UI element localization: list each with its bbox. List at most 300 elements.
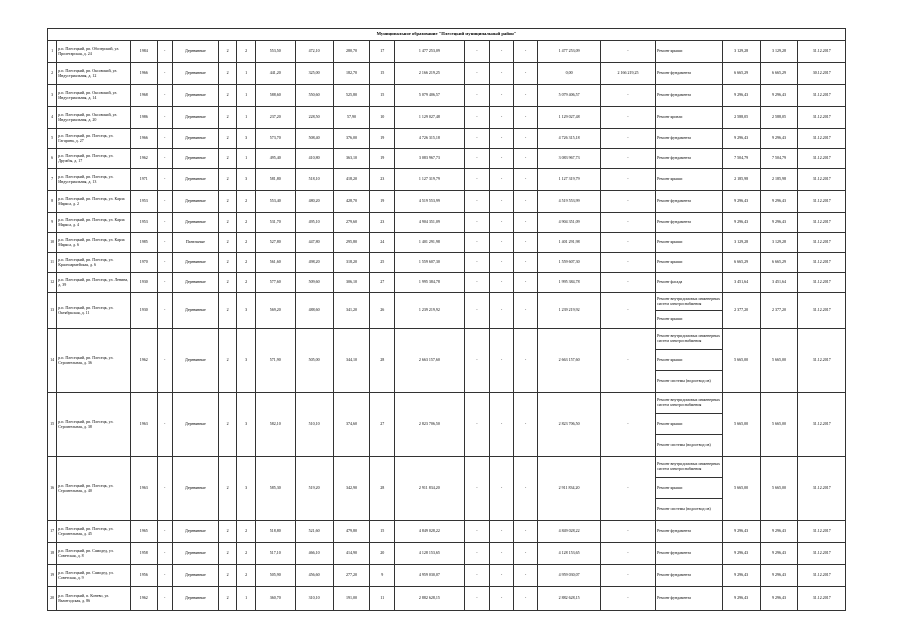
unit-price-cell: 2 588,05 (722, 107, 760, 129)
year-cell: 1930 (130, 293, 157, 329)
year-cell: 1984 (130, 41, 157, 63)
table-row (48, 41, 846, 63)
owned-area-cell: 182,70 (333, 63, 370, 85)
total-area-cell: 553,50 (255, 41, 295, 63)
year-cell: 1966 (130, 63, 157, 85)
deadline-cell: 31.12.2017 (798, 191, 846, 213)
total-cost-cell: 2 663 157,60 (395, 329, 465, 393)
unit-price-cell: 2 185,98 (722, 169, 760, 191)
address-cell: р.п. Плесецкий, рп. Плесецк, ул. Строительная, д. 36 (57, 329, 131, 393)
living-area-cell: 510,10 (295, 393, 333, 457)
living-area-cell: 519,20 (295, 457, 333, 521)
work-type-cell: Ремонт фундамента (656, 543, 723, 565)
residents-cell: 11 (370, 587, 395, 611)
owners-funds-cell: 4 849 028,22 (538, 521, 600, 543)
living-area-cell: 410,80 (295, 149, 333, 169)
fund-cell: - (464, 149, 490, 169)
living-area-cell: 466,10 (295, 543, 333, 565)
wall-material-cell: Деревянные (172, 273, 218, 293)
work-type-cell: Ремонт крыши (656, 253, 723, 273)
register-table (47, 28, 846, 611)
owned-area-cell: 414,90 (333, 543, 370, 565)
work-type-cell: Ремонт внутридомовых инженерных систем электроснабжения (656, 393, 723, 414)
other-funds-cell: 2 166 219,25 (600, 63, 655, 85)
region-cell: - (490, 457, 514, 521)
region-cell: - (490, 129, 514, 149)
other-funds-cell: - (600, 191, 655, 213)
address-cell: р.п. Плесецкий, рп. Обозерский, ул. Пролетарская, д. 24 (57, 41, 131, 63)
wall-material-cell: Деревянные (172, 191, 218, 213)
municipal-cell: - (513, 521, 538, 543)
address-cell: р.п. Плесецкий, рп. Оксовский, ул. Индустриальная, д. 12 (57, 63, 131, 85)
work-type-cell: Ремонт крыши (656, 311, 723, 329)
dash-cell: - (157, 543, 172, 565)
municipal-cell: - (513, 107, 538, 129)
address-cell: р.п. Плесецкий, рп. Оксовский, ул. Индустриальная, д. 14 (57, 85, 131, 107)
floors-cell: 2 (218, 521, 236, 543)
fund-cell: - (464, 41, 490, 63)
year-cell: 1963 (130, 457, 157, 521)
owners-funds-cell: 1 129 027,48 (538, 107, 600, 129)
table-row (48, 63, 846, 85)
municipal-cell: - (513, 233, 538, 253)
entrances-cell: 3 (237, 329, 255, 393)
fund-cell: - (464, 169, 490, 191)
year-cell: 1953 (130, 213, 157, 233)
fund-cell: - (464, 253, 490, 273)
work-type-cell: Ремонт фундамента (656, 191, 723, 213)
deadline-cell: 31.12.2017 (798, 85, 846, 107)
deadline-cell: 31.12.2017 (798, 107, 846, 129)
row-number: 13 (48, 293, 57, 329)
dash-cell: - (157, 273, 172, 293)
entrances-cell: 1 (237, 85, 255, 107)
table-row (48, 85, 846, 107)
table-row (48, 457, 846, 478)
total-area-cell: 360,70 (255, 587, 295, 611)
other-funds-cell: - (600, 129, 655, 149)
owners-funds-cell: 4 128 153,65 (538, 543, 600, 565)
price-limit-cell: 9 296,43 (760, 587, 798, 611)
region-cell: - (490, 85, 514, 107)
deadline-cell: 31.12.2017 (798, 169, 846, 191)
row-number: 6 (48, 149, 57, 169)
unit-price-cell: 5 665,00 (722, 329, 760, 393)
price-limit-cell: 9 296,43 (760, 521, 798, 543)
fund-cell: - (464, 191, 490, 213)
total-cost-cell: 4 726 315,18 (395, 129, 465, 149)
document-title: Муниципальное образование "Плесецкий муниципальный район" (48, 29, 846, 41)
wall-material-cell: Деревянные (172, 293, 218, 329)
unit-price-cell: 9 296,43 (722, 565, 760, 587)
fund-cell: - (464, 107, 490, 129)
total-area-cell: 518,80 (255, 521, 295, 543)
owners-funds-cell: 0,00 (538, 63, 600, 85)
floors-cell: 2 (218, 393, 236, 457)
residents-cell: 27 (370, 273, 395, 293)
price-limit-cell: 9 296,43 (760, 191, 798, 213)
total-cost-cell: 2 911 834,20 (395, 457, 465, 521)
municipal-cell: - (513, 129, 538, 149)
owned-area-cell: 279,60 (333, 213, 370, 233)
table-row (48, 521, 846, 543)
price-limit-cell: 2 185,98 (760, 169, 798, 191)
total-area-cell: 553,40 (255, 191, 295, 213)
municipal-cell: - (513, 253, 538, 273)
floors-cell: 2 (218, 543, 236, 565)
dash-cell: - (157, 233, 172, 253)
entrances-cell: 2 (237, 253, 255, 273)
row-number: 10 (48, 233, 57, 253)
other-funds-cell: - (600, 169, 655, 191)
unit-price-cell: 9 296,43 (722, 191, 760, 213)
address-cell: р.п. Плесецкий, рп. Плесецк, ул. Ленина, д. 39 (57, 273, 131, 293)
fund-cell: - (464, 233, 490, 253)
residents-cell: 15 (370, 85, 395, 107)
region-cell: - (490, 273, 514, 293)
unit-price-cell: 2 377,20 (722, 293, 760, 329)
deadline-cell: 31.12.2017 (798, 253, 846, 273)
fund-cell: - (464, 293, 490, 329)
other-funds-cell: - (600, 565, 655, 587)
municipal-cell: - (513, 85, 538, 107)
row-number: 15 (48, 393, 57, 457)
living-area-cell: 488,60 (295, 293, 333, 329)
work-type-cell: Ремонт кровли (656, 107, 723, 129)
owners-funds-cell: 1 477 253,09 (538, 41, 600, 63)
total-area-cell: 531,70 (255, 213, 295, 233)
unit-price-cell: 9 296,43 (722, 129, 760, 149)
entrances-cell: 2 (237, 521, 255, 543)
register-sheet (47, 28, 846, 611)
row-number: 2 (48, 63, 57, 85)
price-limit-cell: 2 377,20 (760, 293, 798, 329)
living-area-cell: 472,10 (295, 41, 333, 63)
dash-cell: - (157, 587, 172, 611)
owned-area-cell: 341,20 (333, 293, 370, 329)
residents-cell: 28 (370, 457, 395, 521)
other-funds-cell: - (600, 521, 655, 543)
work-type-cell: Ремонт фундамента (656, 149, 723, 169)
row-number: 5 (48, 129, 57, 149)
price-limit-cell: 9 296,43 (760, 213, 798, 233)
owned-area-cell: 342,90 (333, 457, 370, 521)
total-cost-cell: 4 519 553,99 (395, 191, 465, 213)
unit-price-cell: 6 665,29 (722, 253, 760, 273)
region-cell: - (490, 565, 514, 587)
entrances-cell: 2 (237, 191, 255, 213)
address-cell: р.п. Плесецкий, рп. Плесецк, ул. Строительная, д. 38 (57, 393, 131, 457)
row-number: 1 (48, 41, 57, 63)
year-cell: 1953 (130, 191, 157, 213)
total-cost-cell: 1 129 027,48 (395, 107, 465, 129)
owned-area-cell: 191,00 (333, 587, 370, 611)
row-number: 3 (48, 85, 57, 107)
owned-area-cell: 318,20 (333, 253, 370, 273)
total-area-cell: 505,90 (255, 565, 295, 587)
total-cost-cell: 2 882 628,15 (395, 587, 465, 611)
work-type-cell: Ремонт фундамента (656, 63, 723, 85)
total-area-cell: 582,10 (255, 393, 295, 457)
other-funds-cell: - (600, 329, 655, 393)
residents-cell: 10 (370, 107, 395, 129)
unit-price-cell: 5 665,00 (722, 393, 760, 457)
entrances-cell: 2 (237, 41, 255, 63)
other-funds-cell: - (600, 41, 655, 63)
wall-material-cell: Деревянные (172, 393, 218, 457)
living-area-cell: 228,50 (295, 107, 333, 129)
total-cost-cell: 1 127 319,79 (395, 169, 465, 191)
floors-cell: 2 (218, 41, 236, 63)
deadline-cell: 31.12.2017 (798, 273, 846, 293)
row-number: 8 (48, 191, 57, 213)
floors-cell: 2 (218, 191, 236, 213)
work-type-cell: Ремонт крыши (656, 478, 723, 499)
living-area-cell: 505,00 (295, 329, 333, 393)
total-cost-cell: 3 083 967,73 (395, 149, 465, 169)
total-area-cell: 569,20 (255, 293, 295, 329)
work-type-cell: Ремонт фундамента (656, 587, 723, 611)
fund-cell: - (464, 329, 490, 393)
year-cell: 1962 (130, 329, 157, 393)
residents-cell: 17 (370, 41, 395, 63)
region-cell: - (490, 63, 514, 85)
deadline-cell: 31.12.2017 (798, 457, 846, 521)
owners-funds-cell: 2 823 706,50 (538, 393, 600, 457)
dash-cell: - (157, 329, 172, 393)
entrances-cell: 1 (237, 107, 255, 129)
wall-material-cell: Деревянные (172, 63, 218, 85)
unit-price-cell: 9 296,43 (722, 543, 760, 565)
price-limit-cell: 3 129,28 (760, 233, 798, 253)
address-cell: р.п. Плесецкий, рп. Оксовский, ул. Индустриальная, д. 20 (57, 107, 131, 129)
year-cell: 1986 (130, 107, 157, 129)
work-type-cell: Ремонт внутридомовых инженерных систем электроснабжения (656, 457, 723, 478)
total-cost-cell: 2 166 219,25 (395, 63, 465, 85)
owned-area-cell: 277,20 (333, 565, 370, 587)
floors-cell: 2 (218, 457, 236, 521)
other-funds-cell: - (600, 149, 655, 169)
table-row (48, 191, 846, 213)
entrances-cell: 3 (237, 457, 255, 521)
other-funds-cell: - (600, 587, 655, 611)
owned-area-cell: 428,70 (333, 191, 370, 213)
floors-cell: 2 (218, 293, 236, 329)
work-type-cell: Ремонт системы (водоотвод ов) (656, 499, 723, 521)
living-area-cell: 518,10 (295, 169, 333, 191)
deadline-cell: 31.12.2017 (798, 233, 846, 253)
residents-cell: 24 (370, 233, 395, 253)
total-area-cell: 585,30 (255, 457, 295, 521)
fund-cell: - (464, 521, 490, 543)
other-funds-cell: - (600, 233, 655, 253)
wall-material-cell: Деревянные (172, 329, 218, 393)
residents-cell: 19 (370, 191, 395, 213)
total-area-cell: 495,40 (255, 149, 295, 169)
price-limit-cell: 7 504,79 (760, 149, 798, 169)
total-area-cell: 581,80 (255, 169, 295, 191)
price-limit-cell: 6 665,29 (760, 63, 798, 85)
table-row (48, 273, 846, 293)
total-area-cell: 577,60 (255, 273, 295, 293)
living-area-cell: 550,60 (295, 85, 333, 107)
total-area-cell: 237,20 (255, 107, 295, 129)
total-cost-cell: 5 079 406,57 (395, 85, 465, 107)
owned-area-cell: 363,10 (333, 149, 370, 169)
living-area-cell: 508,40 (295, 129, 333, 149)
table-row (48, 213, 846, 233)
unit-price-cell: 6 665,29 (722, 63, 760, 85)
owners-funds-cell: 1 559 607,30 (538, 253, 600, 273)
total-cost-cell: 4 959 030,07 (395, 565, 465, 587)
owned-area-cell: 479,80 (333, 521, 370, 543)
total-cost-cell: 4 128 153,65 (395, 543, 465, 565)
row-number: 14 (48, 329, 57, 393)
floors-cell: 2 (218, 253, 236, 273)
owners-funds-cell: 3 083 967,73 (538, 149, 600, 169)
residents-cell: 9 (370, 565, 395, 587)
year-cell: 1971 (130, 169, 157, 191)
work-type-cell: Ремонт крыши (656, 169, 723, 191)
price-limit-cell: 5 665,00 (760, 393, 798, 457)
price-limit-cell: 6 665,29 (760, 253, 798, 273)
deadline-cell: 30.12.2017 (798, 63, 846, 85)
owned-area-cell: 57,90 (333, 107, 370, 129)
price-limit-cell: 9 296,43 (760, 85, 798, 107)
owned-area-cell: 306,10 (333, 273, 370, 293)
owners-funds-cell: 5 079 406,57 (538, 85, 600, 107)
municipal-cell: - (513, 169, 538, 191)
owners-funds-cell: 1 127 319,79 (538, 169, 600, 191)
entrances-cell: 2 (237, 565, 255, 587)
municipal-cell: - (513, 63, 538, 85)
unit-price-cell: 7 504,79 (722, 149, 760, 169)
deadline-cell: 31.12.2017 (798, 129, 846, 149)
municipal-cell: - (513, 457, 538, 521)
dash-cell: - (157, 85, 172, 107)
entrances-cell: 3 (237, 129, 255, 149)
table-row (48, 543, 846, 565)
fund-cell: - (464, 63, 490, 85)
owners-funds-cell: 4 519 553,99 (538, 191, 600, 213)
living-area-cell: 498,20 (295, 253, 333, 273)
deadline-cell: 31.12.2017 (798, 213, 846, 233)
residents-cell: 25 (370, 253, 395, 273)
floors-cell: 2 (218, 63, 236, 85)
floors-cell: 2 (218, 129, 236, 149)
region-cell: - (490, 41, 514, 63)
dash-cell: - (157, 169, 172, 191)
other-funds-cell: - (600, 85, 655, 107)
owned-area-cell: 295,80 (333, 233, 370, 253)
address-cell: р.п. Плесецкий, рп. Плесецк, ул. Гагарина, д. 27 (57, 129, 131, 149)
owners-funds-cell: 2 882 628,15 (538, 587, 600, 611)
residents-cell: 26 (370, 293, 395, 329)
owners-funds-cell: 1 995 384,78 (538, 273, 600, 293)
deadline-cell: 31.12.2017 (798, 293, 846, 329)
year-cell: 1966 (130, 129, 157, 149)
work-type-cell: Ремонт внутридомовых инженерных систем электроснабжения (656, 293, 723, 311)
row-number: 17 (48, 521, 57, 543)
total-area-cell: 517,10 (255, 543, 295, 565)
living-area-cell: 521,60 (295, 521, 333, 543)
municipal-cell: - (513, 543, 538, 565)
dash-cell: - (157, 253, 172, 273)
address-cell: р.п. Плесецкий, рп. Плесецк, ул. Строительная, д. 40 (57, 457, 131, 521)
owned-area-cell: 376,00 (333, 129, 370, 149)
floors-cell: 2 (218, 107, 236, 129)
address-cell: р.п. Плесецкий, рп. Плесецк, ул. Индустриальная, д. 13 (57, 169, 131, 191)
year-cell: 1962 (130, 587, 157, 611)
other-funds-cell: - (600, 543, 655, 565)
table-row (48, 169, 846, 191)
year-cell: 1958 (130, 543, 157, 565)
row-number: 18 (48, 543, 57, 565)
work-type-cell: Ремонт фундамента (656, 85, 723, 107)
owned-area-cell: 280,70 (333, 41, 370, 63)
table-row (48, 253, 846, 273)
work-type-cell: Ремонт фасада (656, 273, 723, 293)
deadline-cell: 31.12.2017 (798, 393, 846, 457)
wall-material-cell: Деревянные (172, 149, 218, 169)
residents-cell: 27 (370, 393, 395, 457)
table-row (48, 129, 846, 149)
table-row (48, 565, 846, 587)
residents-cell: 23 (370, 213, 395, 233)
table-row (48, 149, 846, 169)
year-cell: 1963 (130, 393, 157, 457)
entrances-cell: 2 (237, 543, 255, 565)
price-limit-cell: 9 296,43 (760, 565, 798, 587)
municipal-cell: - (513, 587, 538, 611)
municipal-cell: - (513, 393, 538, 457)
fund-cell: - (464, 129, 490, 149)
region-cell: - (490, 393, 514, 457)
wall-material-cell: Деревянные (172, 85, 218, 107)
work-type-cell: Ремонт системы (водоотвод ов) (656, 371, 723, 393)
address-cell: р.п. Плесецкий, рп. Плесецк, ул. Строительная, д. 45 (57, 521, 131, 543)
dash-cell: - (157, 149, 172, 169)
work-type-cell: Ремонт внутридомовых инженерных систем электроснабжения (656, 329, 723, 350)
entrances-cell: 2 (237, 273, 255, 293)
row-number: 11 (48, 253, 57, 273)
municipal-cell: - (513, 293, 538, 329)
year-cell: 1956 (130, 565, 157, 587)
price-limit-cell: 2 588,05 (760, 107, 798, 129)
total-cost-cell: 2 823 706,50 (395, 393, 465, 457)
municipal-cell: - (513, 565, 538, 587)
price-limit-cell: 5 665,00 (760, 329, 798, 393)
dash-cell: - (157, 107, 172, 129)
wall-material-cell: Панельные (172, 233, 218, 253)
region-cell: - (490, 543, 514, 565)
other-funds-cell: - (600, 273, 655, 293)
wall-material-cell: Деревянные (172, 253, 218, 273)
deadline-cell: 31.12.2017 (798, 41, 846, 63)
address-cell: р.п. Плесецкий, рп. Плесецк, ул. Карла Маркса, д. 6 (57, 233, 131, 253)
deadline-cell: 31.12.2017 (798, 521, 846, 543)
wall-material-cell: Деревянные (172, 213, 218, 233)
residents-cell: 15 (370, 63, 395, 85)
table-row (48, 393, 846, 414)
work-type-cell: Ремонт фундамента (656, 129, 723, 149)
wall-material-cell: Деревянные (172, 565, 218, 587)
address-cell: р.п. Плесецкий, рп. Плесецк, ул. Карла Маркса, д. 4 (57, 213, 131, 233)
region-cell: - (490, 329, 514, 393)
address-cell: р.п. Плесецкий, рп. Самодед, ул. Советская, д. 8 (57, 543, 131, 565)
residents-cell: 19 (370, 129, 395, 149)
wall-material-cell: Деревянные (172, 41, 218, 63)
